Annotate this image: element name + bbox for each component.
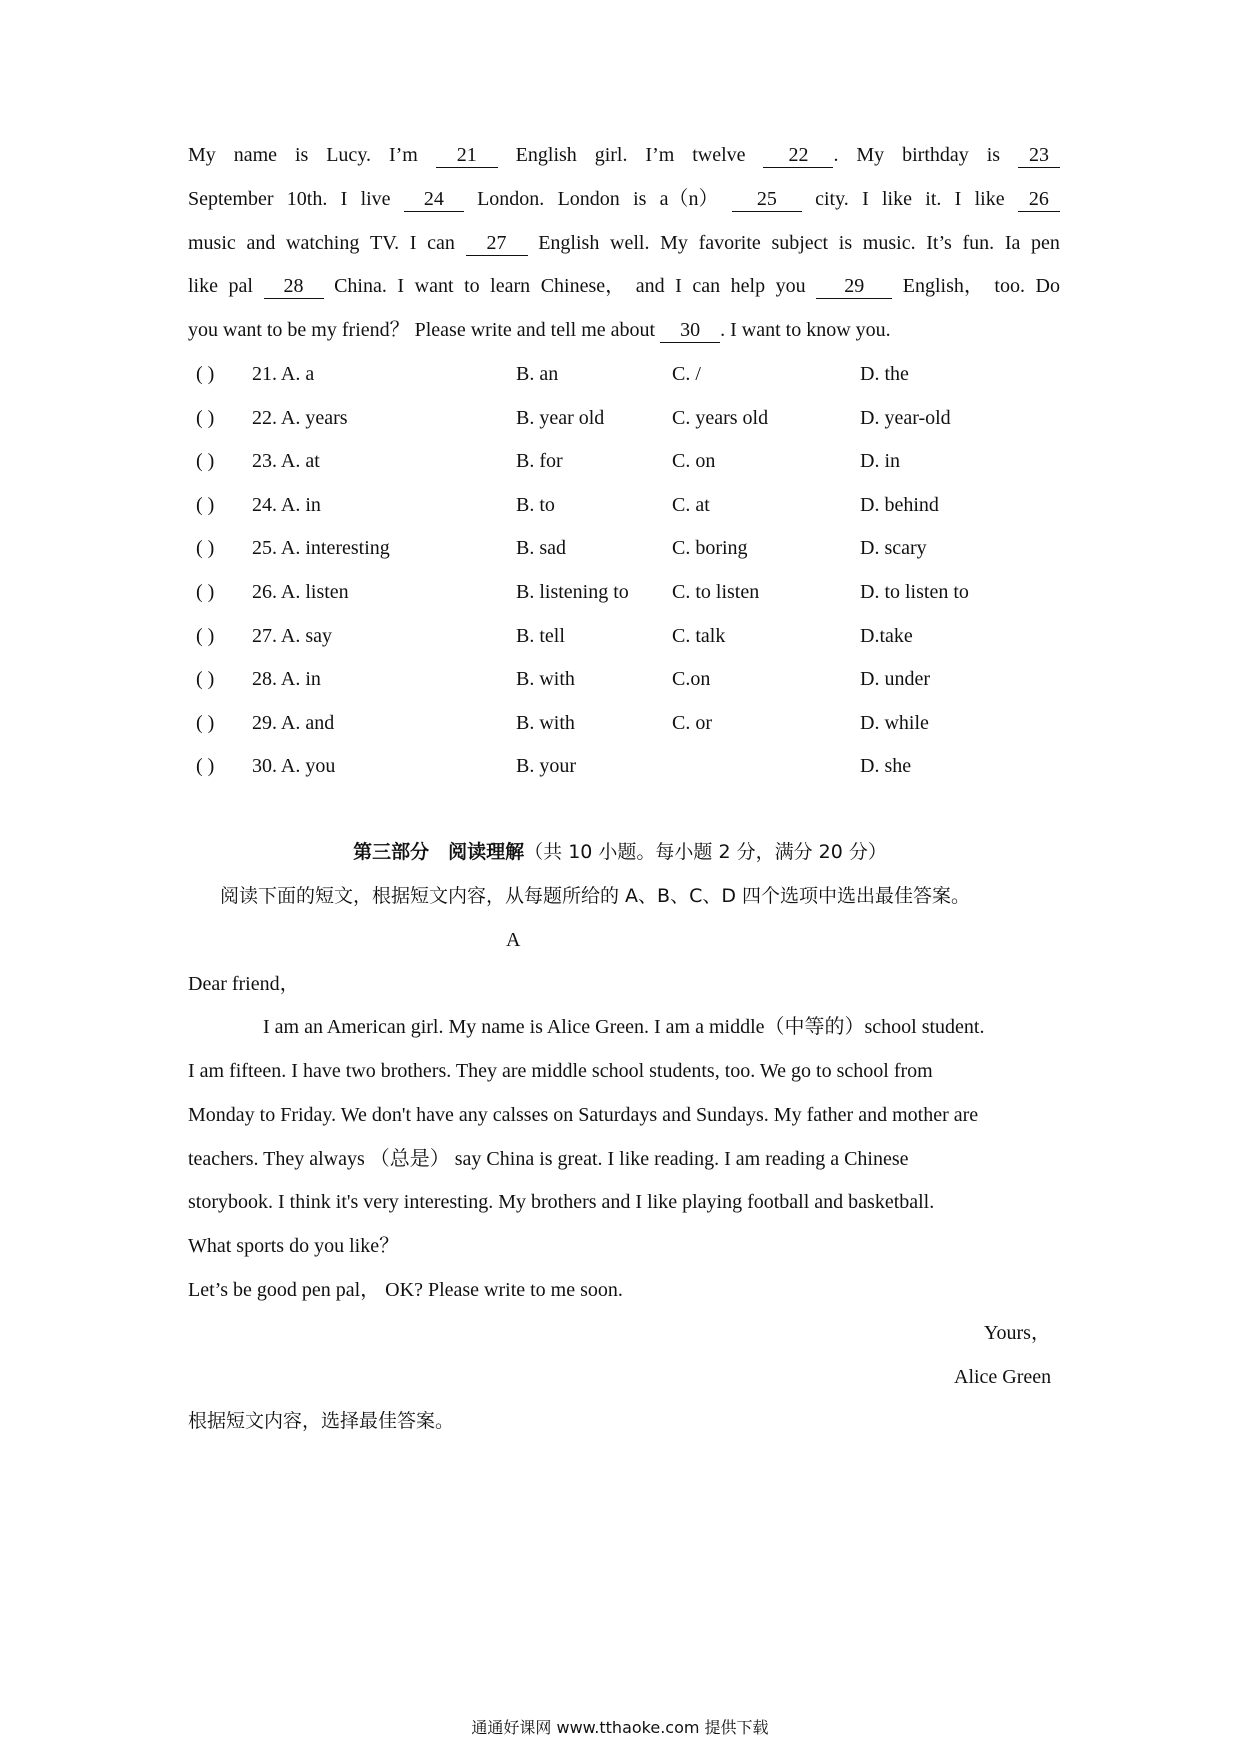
cloze-word: can	[692, 275, 721, 297]
cloze-word: 10th.	[286, 188, 328, 210]
cloze-word: I	[397, 275, 405, 297]
option-c[interactable]: C. or	[672, 712, 712, 734]
cloze-word: I	[954, 188, 962, 210]
option-d[interactable]: D. behind	[860, 494, 939, 516]
option-c[interactable]: C. on	[672, 450, 716, 472]
option-b[interactable]: B. year old	[516, 407, 605, 429]
cloze-word: TV.	[370, 232, 400, 254]
passage-label: A	[506, 929, 521, 951]
cloze-blank-28[interactable]: 28	[264, 274, 324, 299]
option-b[interactable]: B. an	[516, 363, 559, 385]
cloze-word: name	[233, 144, 278, 166]
letter-signature: Alice Green	[954, 1366, 1052, 1388]
option-d[interactable]: D. the	[860, 363, 909, 385]
letter-text: I am an American girl. My name is Alice Green. I am a middle（中等的）school student.	[263, 1016, 985, 1038]
cloze-blank-24[interactable]: 24	[404, 187, 464, 212]
cloze-line-4	[188, 272, 1060, 300]
cloze-word: girl.	[594, 144, 628, 166]
option-c[interactable]: C.on	[672, 668, 711, 690]
cloze-word: is	[294, 144, 309, 166]
cloze-word: I	[675, 275, 682, 297]
letter-question-line: What sports do you like？	[188, 1235, 400, 1257]
option-c[interactable]: C. at	[672, 494, 710, 516]
option-b[interactable]: B. sad	[516, 537, 566, 559]
questions-instruction: 根据短文内容，选择最佳答案。	[188, 1410, 455, 1432]
cloze-blank-group	[466, 229, 528, 257]
option-c[interactable]: C. years old	[672, 407, 769, 429]
option-a[interactable]: 23. A. at	[252, 450, 320, 472]
cloze-word: Chinese，	[540, 275, 626, 297]
cloze-word: English，	[902, 275, 984, 297]
cloze-word: I’m	[388, 144, 418, 166]
cloze-word: English	[538, 232, 600, 254]
cloze-word: is	[633, 188, 647, 210]
cloze-word: English	[515, 144, 577, 166]
option-row	[196, 665, 1076, 693]
option-a[interactable]: 30. A. you	[252, 755, 336, 777]
cloze-blank-27[interactable]: 27	[466, 231, 528, 256]
option-c[interactable]: C. talk	[672, 625, 726, 647]
section-title-bold: 第三部分 阅读理解	[353, 841, 525, 863]
cloze-word: Lucy.	[326, 144, 372, 166]
cloze-word: pen	[1031, 232, 1060, 254]
cloze-blank-23[interactable]: 23	[1018, 143, 1060, 168]
option-b[interactable]: B. for	[516, 450, 563, 472]
cloze-word: My	[856, 144, 885, 166]
cloze-word: city.	[815, 188, 849, 210]
answer-paren[interactable]: ( )	[196, 625, 215, 647]
cloze-word: it.	[925, 188, 942, 210]
option-c[interactable]: C. /	[672, 363, 701, 385]
cloze-word: you	[775, 275, 806, 297]
letter-line-2: I am fifteen. I have two brothers. They are middle school students, too. We go to school from	[188, 1060, 933, 1082]
option-d[interactable]: D. in	[860, 450, 900, 472]
cloze-word: twelve	[692, 144, 746, 166]
answer-paren[interactable]: ( )	[196, 537, 215, 559]
cloze-word: September	[188, 188, 274, 210]
option-b[interactable]: B. tell	[516, 625, 565, 647]
cloze-blank-30[interactable]: 30	[660, 318, 720, 343]
option-a[interactable]: 21. A. a	[252, 363, 315, 385]
cloze-word: help	[730, 275, 766, 297]
letter-line-1	[263, 1013, 1060, 1041]
section-heading	[0, 838, 1240, 866]
cloze-line-2	[188, 185, 1060, 213]
cloze-word: watching	[286, 232, 360, 254]
answer-paren[interactable]: ( )	[196, 494, 215, 516]
cloze-word: It’s	[926, 232, 952, 254]
cloze-blank-group	[1018, 141, 1060, 169]
option-b[interactable]: B. to	[516, 494, 555, 516]
cloze-word: fun.	[962, 232, 995, 254]
option-d[interactable]: D. under	[860, 668, 930, 690]
cloze-blank-29[interactable]: 29	[816, 274, 892, 299]
option-d[interactable]: D.take	[860, 625, 913, 647]
cloze-word: to	[464, 275, 480, 297]
cloze-word: subject	[771, 232, 829, 254]
option-b[interactable]: B. with	[516, 668, 575, 690]
option-a[interactable]: 29. A. and	[252, 712, 335, 734]
cloze-word: music	[188, 232, 236, 254]
cloze-word: can	[427, 232, 455, 254]
option-a[interactable]: 26. A. listen	[252, 581, 349, 603]
option-row	[196, 752, 1076, 780]
cloze-word: like	[882, 188, 912, 210]
section-instruction: 阅读下面的短文，根据短文内容，从每题所给的 A、B、C、D 四个选项中选出最佳答案。	[220, 885, 971, 907]
cloze-word: like	[188, 275, 218, 297]
letter-sign-off: Yours，	[984, 1322, 1051, 1344]
cloze-word: China.	[334, 275, 387, 297]
answer-paren[interactable]: ( )	[196, 755, 215, 777]
option-d[interactable]: D. to listen to	[860, 581, 969, 603]
cloze-word: London	[557, 188, 620, 210]
cloze-word: and	[246, 232, 276, 254]
cloze-word: like	[974, 188, 1005, 210]
cloze-blank-group	[264, 272, 324, 300]
cloze-word: My	[660, 232, 688, 254]
option-b[interactable]: B. with	[516, 712, 575, 734]
cloze-word: learn	[490, 275, 531, 297]
option-b[interactable]: B. your	[516, 755, 576, 777]
cloze-blank-22[interactable]: 22	[763, 143, 833, 168]
cloze-line-5	[188, 316, 1060, 344]
cloze-word: London.	[477, 188, 545, 210]
option-b[interactable]: B. listening to	[516, 581, 629, 603]
option-row	[196, 578, 1076, 606]
answer-paren[interactable]: ( )	[196, 407, 215, 429]
cloze-word: a（n）	[659, 188, 719, 210]
letter-line-5: storybook. I think it's very interesting. My brothers and I like playing football and basketball.	[188, 1191, 935, 1213]
cloze-word: Ia	[1004, 232, 1021, 254]
option-a[interactable]: 22. A. years	[252, 407, 348, 429]
option-row	[196, 622, 1076, 650]
cloze-word: I	[340, 188, 348, 210]
answer-paren[interactable]: ( )	[196, 581, 215, 603]
option-a[interactable]: 24. A. in	[252, 494, 321, 516]
letter-closing-line: Let’s be good pen pal， OK? Please write to me soon.	[188, 1279, 623, 1301]
option-row	[196, 447, 1076, 475]
cloze-blank-group	[1018, 185, 1060, 213]
cloze-word: I’m	[645, 144, 675, 166]
cloze-word: I	[862, 188, 869, 210]
option-d[interactable]: D. year-old	[860, 407, 951, 429]
cloze-word: want	[414, 275, 454, 297]
option-c[interactable]: C. to listen	[672, 581, 760, 603]
option-row	[196, 360, 1076, 388]
option-c[interactable]: C. boring	[672, 537, 748, 559]
cloze-blank-21[interactable]: 21	[436, 143, 498, 168]
section-title-rest: （共 10 小题。每小题 2 分，满分 20 分）	[524, 841, 887, 863]
cloze-word: music.	[862, 232, 916, 254]
answer-paren[interactable]: ( )	[196, 712, 215, 734]
cloze-word: is	[986, 144, 1001, 166]
answer-paren[interactable]: ( )	[196, 363, 215, 385]
cloze-blank-group	[732, 185, 802, 213]
cloze-word: My	[188, 144, 216, 166]
option-d[interactable]: D. while	[860, 712, 929, 734]
page-footer: 通通好课网 www.tthaoke.com 提供下载	[471, 1718, 769, 1737]
answer-paren[interactable]: ( )	[196, 668, 215, 690]
letter-line-3: Monday to Friday. We don't have any calsses on Saturdays and Sundays. My father and mother are	[188, 1104, 979, 1126]
option-a[interactable]: 28. A. in	[252, 668, 321, 690]
cloze-word: birthday	[902, 144, 969, 166]
cloze-blank-group	[816, 272, 892, 300]
cloze-word: favorite	[698, 232, 761, 254]
letter-line-4: teachers. They always （总是） say China is great. I like reading. I am reading a Chinese	[188, 1148, 909, 1170]
cloze-word: I	[409, 232, 417, 254]
option-d[interactable]: D. scary	[860, 537, 927, 559]
cloze-blank-group	[763, 141, 838, 169]
cloze-word: well.	[610, 232, 650, 254]
cloze-blank-group	[404, 185, 464, 213]
option-a[interactable]: 25. A. interesting	[252, 537, 390, 559]
cloze-line-3	[188, 229, 1060, 257]
option-d[interactable]: D. she	[860, 755, 912, 777]
option-row	[196, 491, 1076, 519]
cloze-word: and	[635, 275, 665, 297]
cloze-line-1	[188, 141, 1060, 169]
cloze-punct: .	[833, 144, 839, 166]
option-row	[196, 709, 1076, 737]
cloze-word: live	[360, 188, 391, 210]
cloze-word: too.	[994, 275, 1025, 297]
cloze-text: you want to be my friend？ Please write and tell me about	[188, 319, 661, 341]
cloze-text: . I want to know you.	[720, 319, 891, 341]
cloze-word: Do	[1035, 275, 1060, 297]
cloze-word: pal	[228, 275, 253, 297]
option-row	[196, 404, 1076, 432]
cloze-word: is	[838, 232, 853, 254]
cloze-blank-25[interactable]: 25	[732, 187, 802, 212]
option-row	[196, 534, 1076, 562]
option-a[interactable]: 27. A. say	[252, 625, 332, 647]
cloze-blank-group	[436, 141, 498, 169]
cloze-blank-26[interactable]: 26	[1018, 187, 1060, 212]
letter-greeting: Dear friend，	[188, 973, 300, 995]
answer-paren[interactable]: ( )	[196, 450, 215, 472]
